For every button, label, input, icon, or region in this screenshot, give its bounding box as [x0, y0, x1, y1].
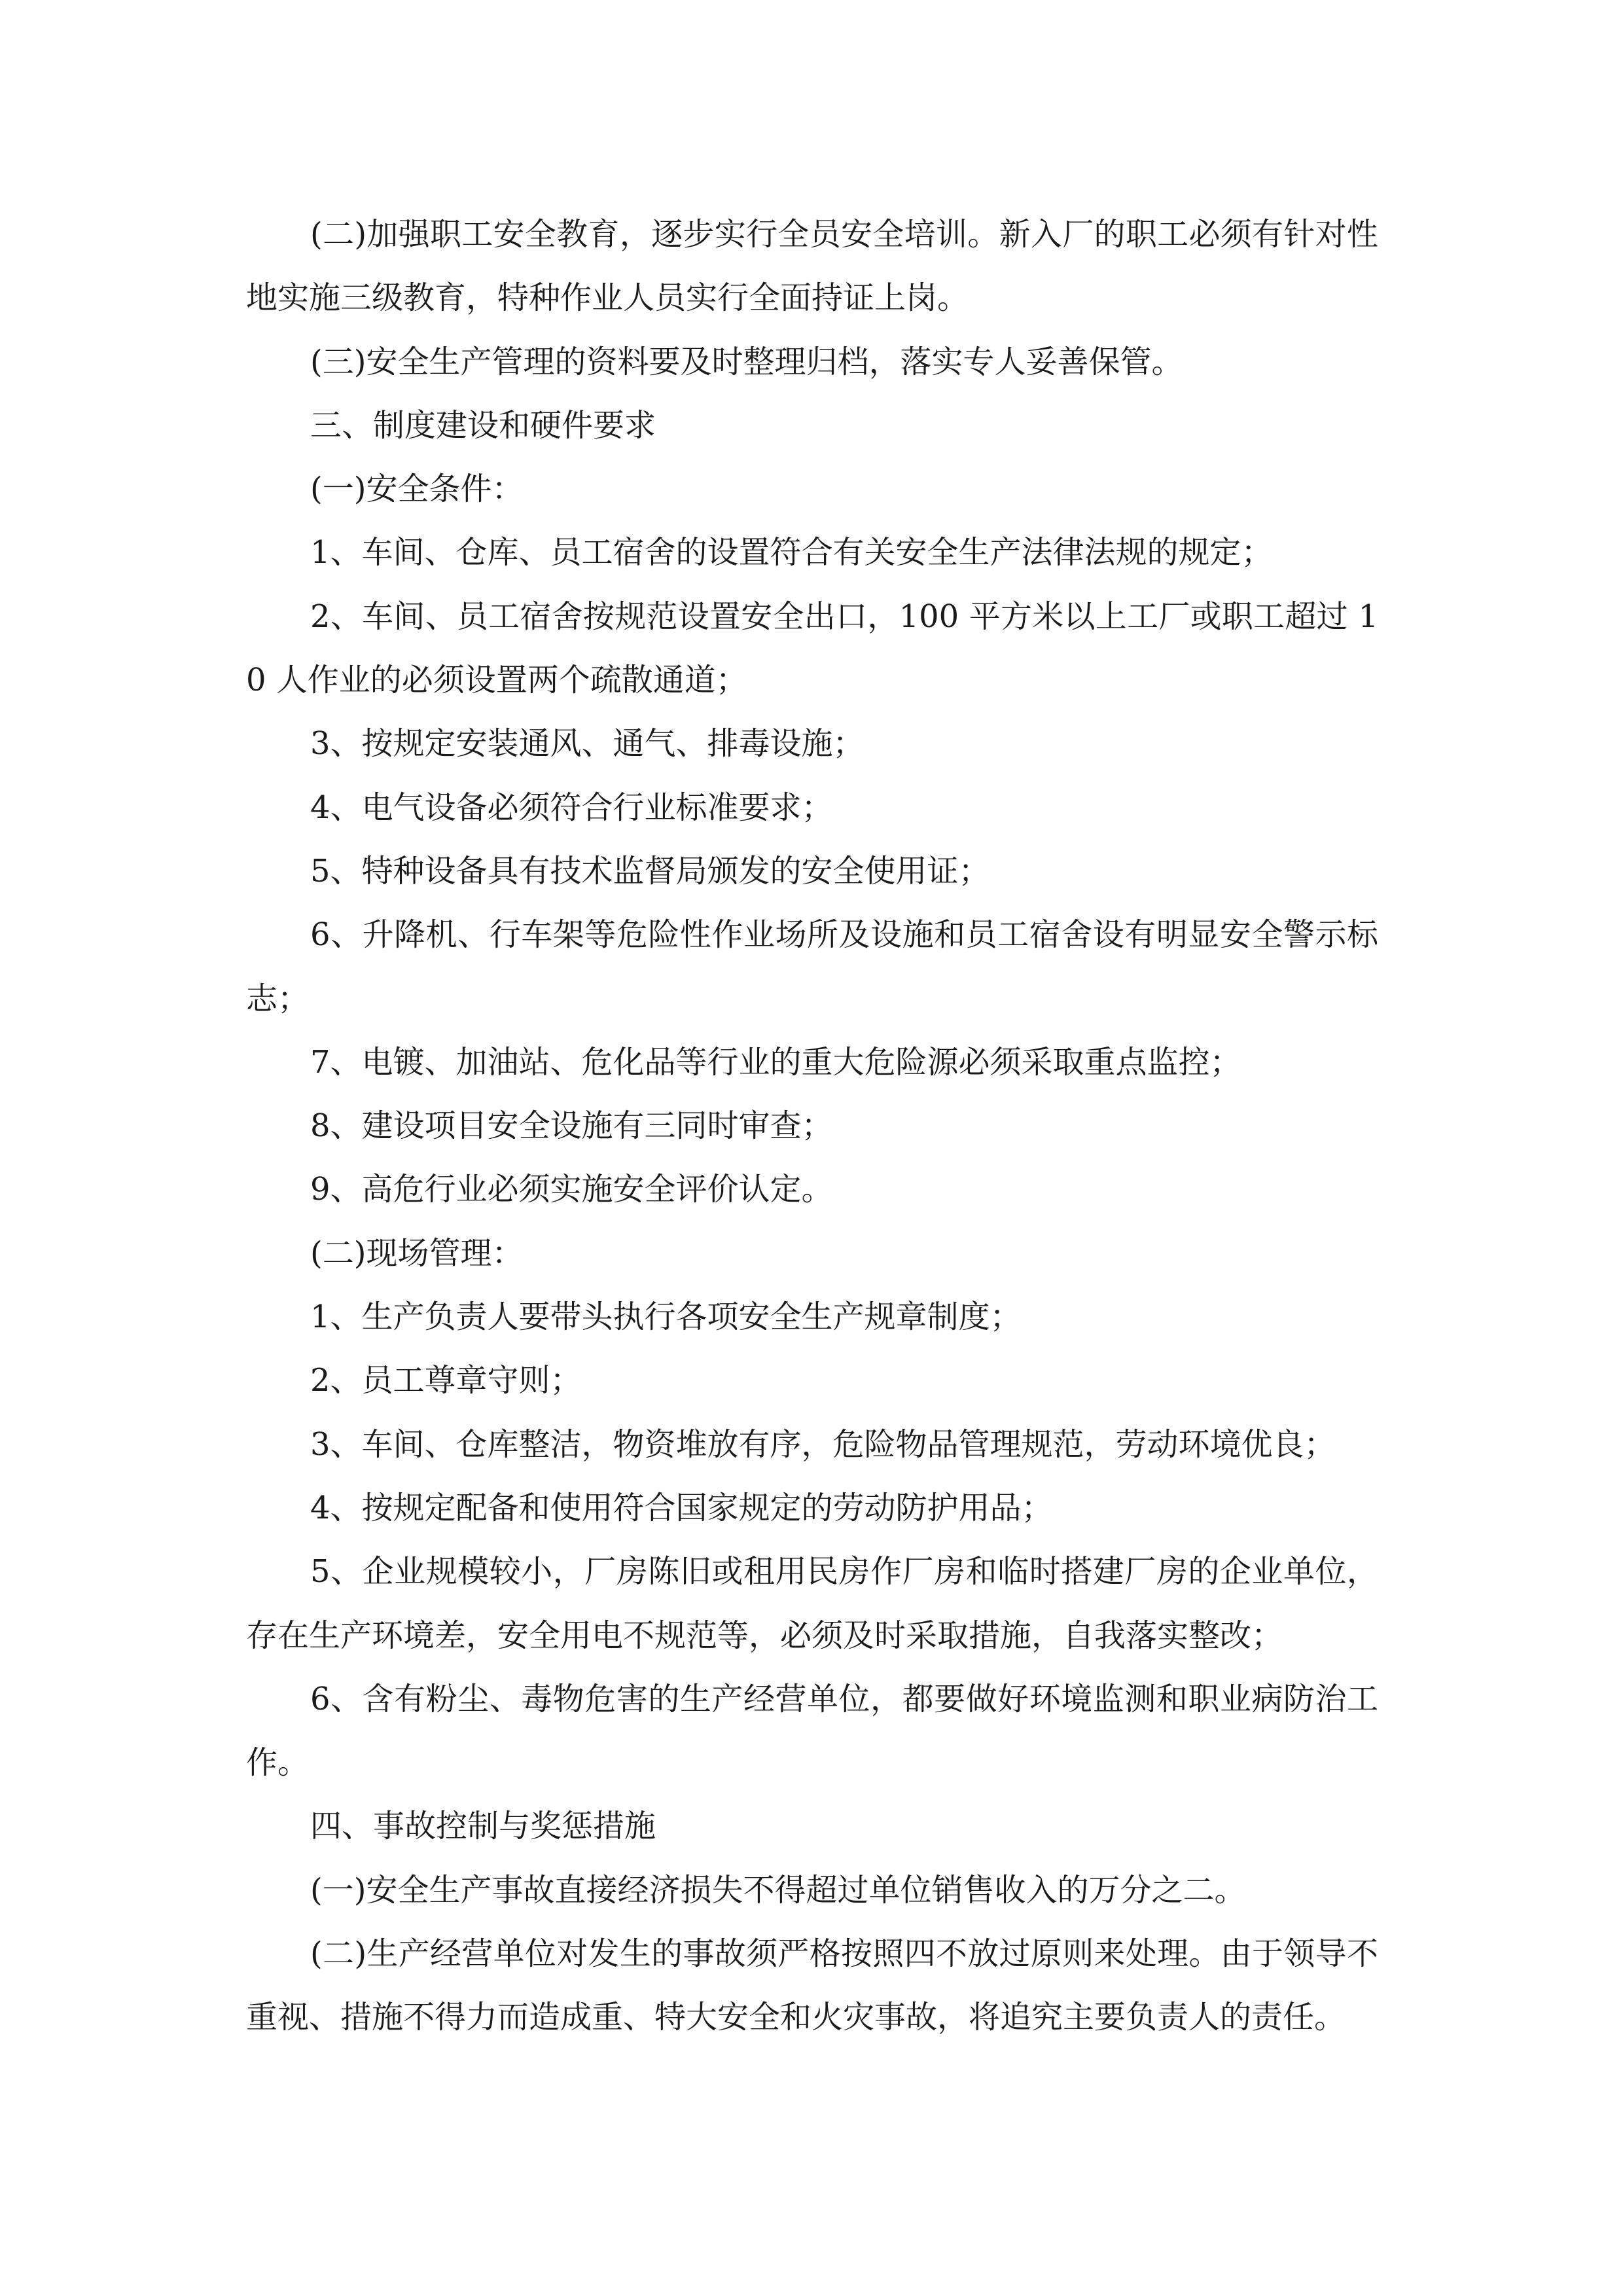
section-heading-accident-control: 四、事故控制与奖惩措施: [310, 1808, 656, 1845]
list-item-condition-4: 4、电气设备必须符合行业标准要求；: [310, 789, 833, 826]
list-item-site-1: 1、生产负责人要带头执行各项安全生产规章制度；: [310, 1299, 1022, 1336]
paragraph-loss-limit: (一)安全生产事故直接经济损失不得超过单位销售收入的万分之二。: [310, 1871, 1246, 1909]
list-item-condition-6: 6、升降机、行车架等危险性作业场所及设施和员工宿舍设有明显安全警示标志；: [246, 916, 1378, 1017]
list-item-condition-7: 7、电镀、加油站、危化品等行业的重大危险源必须采取重点监控；: [310, 1043, 1241, 1081]
list-item-site-2: 2、员工尊章守则；: [310, 1362, 582, 1399]
list-item-condition-1: 1、车间、仓库、员工宿舍的设置符合有关安全生产法律法规的规定；: [310, 534, 1273, 571]
section-heading-system-hardware: 三、制度建设和硬件要求: [310, 406, 656, 444]
list-item-site-4: 4、按规定配备和使用符合国家规定的劳动防护用品；: [310, 1489, 1053, 1526]
document-body: [246, 203, 1378, 2050]
paragraph-accident-handling: (二)生产经营单位对发生的事故须严格按照四不放过原则来处理。由于领导不重视、措施不得力而造成重、特大安全和火灾事故，将追究主要负责人的责任。: [246, 1935, 1378, 2036]
list-item-condition-9: 9、高危行业必须实施安全评价认定。: [310, 1171, 833, 1208]
list-item-site-6: 6、含有粉尘、毒物危害的生产经营单位，都要做好环境监测和职业病防治工作。: [246, 1680, 1378, 1782]
subheading-site-management: (二)现场管理：: [310, 1234, 524, 1272]
list-item-condition-8: 8、建设项目安全设施有三同时审查；: [310, 1107, 833, 1145]
paragraph-safety-education: (二)加强职工安全教育，逐步实行全员安全培训。新入厂的职工必须有针对性地实施三级教育，特种作业人员实行全面持证上岗。: [246, 216, 1378, 317]
list-item-condition-3: 3、按规定安装通风、通气、排毒设施；: [310, 725, 865, 762]
list-item-site-3: 3、车间、仓库整洁，物资堆放有序，危险物品管理规范，劳动环境优良；: [310, 1426, 1336, 1463]
list-item-condition-2: 2、车间、员工宿舍按规范设置安全出口，100 平方米以上工厂或职工超过 10 人作业的必须设置两个疏散通道；: [246, 598, 1378, 699]
subheading-safety-conditions: (一)安全条件：: [310, 471, 524, 508]
list-item-site-5: 5、企业规模较小，厂房陈旧或租用民房作厂房和临时搭建厂房的企业单位，存在生产环境差，安全用电不规范等，必须及时采取措施，自我落实整改；: [246, 1553, 1378, 1654]
paragraph-records-management: (三)安全生产管理的资料要及时整理归档，落实专人妥善保管。: [310, 343, 1183, 380]
list-item-condition-5: 5、特种设备具有技术监督局颁发的安全使用证；: [310, 852, 990, 889]
